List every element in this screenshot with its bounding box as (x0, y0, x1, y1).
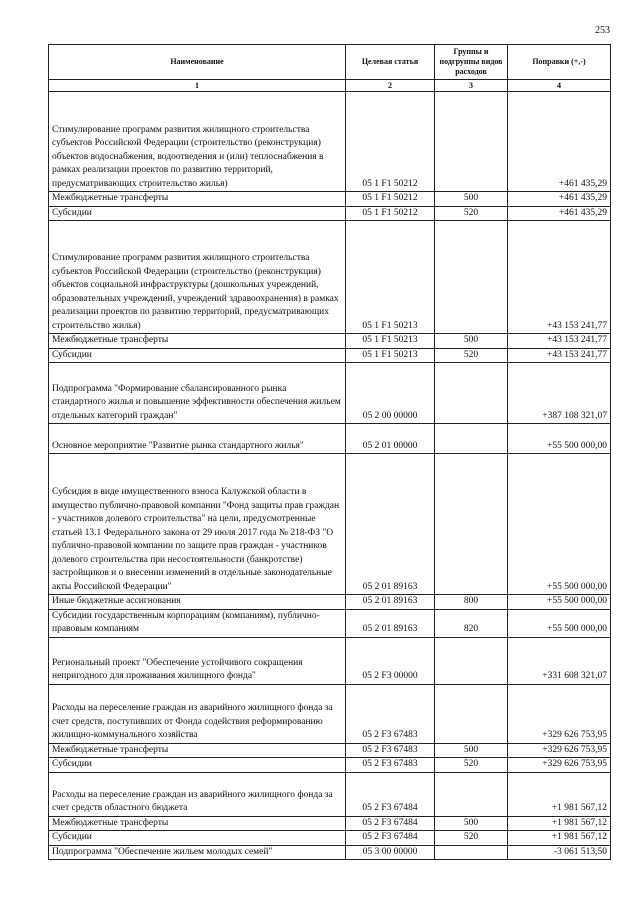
row-target-article: 05 2 01 89163 (346, 595, 435, 610)
row-amendment-amount: +43 153 241,77 (508, 334, 611, 349)
row-amendment-amount: +43 153 241,77 (508, 221, 611, 334)
row-amendment-amount: +331 608 321,07 (508, 637, 611, 684)
row-amendment-amount: +55 500 000,00 (508, 424, 611, 454)
table-row (49, 684, 611, 743)
row-target-article: 05 2 F3 67484 (346, 816, 435, 831)
table-row (49, 221, 611, 334)
row-expense-group (435, 92, 508, 192)
column-number: 4 (508, 80, 611, 92)
row-target-article: 05 2 01 89163 (346, 454, 435, 595)
table-row (49, 743, 611, 758)
table-row (49, 206, 611, 221)
row-expense-group: 500 (435, 743, 508, 758)
column-number: 2 (346, 80, 435, 92)
row-name: Субсидии (49, 831, 346, 846)
row-expense-group (435, 772, 508, 816)
table-body (49, 92, 611, 860)
row-expense-group (435, 684, 508, 743)
row-target-article: 05 2 01 00000 (346, 424, 435, 454)
row-expense-group: 820 (435, 609, 508, 637)
row-target-article: 05 2 F3 67483 (346, 743, 435, 758)
row-expense-group (435, 845, 508, 860)
page-number: 253 (595, 25, 610, 36)
table-row (49, 758, 611, 773)
table-row (49, 816, 611, 831)
row-name: Субсидии (49, 348, 346, 363)
row-target-article: 05 1 F1 50213 (346, 221, 435, 334)
row-name: Основное мероприятие "Развитие рынка стандартного жилья" (49, 424, 346, 454)
row-amendment-amount: +461 435,29 (508, 92, 611, 192)
row-target-article: 05 1 F1 50213 (346, 334, 435, 349)
row-amendment-amount: +387 108 321,07 (508, 363, 611, 424)
row-target-article: 05 2 F3 67483 (346, 684, 435, 743)
row-name: Стимулирование программ развития жилищного строительства субъектов Российской Федерации (строительство (реконструкция) объектов социальной инфраструктуры (дошкольных учреждений, образовательных учреждений, учреждений здравоохранения) в рамках реализации проектов по развитию территорий, предусматривающих строительство жилья) (49, 221, 346, 334)
header-name: Наименование (49, 45, 346, 80)
row-name: Расходы на переселение граждан из аварийного жилищного фонда за счет средств областного бюджета (49, 772, 346, 816)
table-row (49, 772, 611, 816)
row-name: Расходы на переселение граждан из аварийного жилищного фонда за счет средств, поступивших от Фонда содействия реформированию жилищно-коммунального хозяйства (49, 684, 346, 743)
row-amendment-amount: +55 500 000,00 (508, 595, 611, 610)
row-name: Межбюджетные трансферты (49, 743, 346, 758)
table-row (49, 348, 611, 363)
table-row (49, 334, 611, 349)
row-amendment-amount: +1 981 567,12 (508, 772, 611, 816)
budget-amendments-table (48, 44, 611, 860)
row-amendment-amount: +461 435,29 (508, 206, 611, 221)
table-row (49, 192, 611, 207)
table-header-row (49, 45, 611, 80)
row-target-article: 05 1 F1 50212 (346, 92, 435, 192)
table-row (49, 92, 611, 192)
column-number: 1 (49, 80, 346, 92)
row-target-article: 05 2 00 00000 (346, 363, 435, 424)
row-name: Межбюджетные трансферты (49, 816, 346, 831)
table-row (49, 845, 611, 860)
table-row (49, 595, 611, 610)
column-number-row (49, 80, 611, 92)
row-amendment-amount: -3 061 513,50 (508, 845, 611, 860)
row-target-article: 05 2 F3 67484 (346, 772, 435, 816)
row-expense-group (435, 424, 508, 454)
table-row (49, 424, 611, 454)
row-amendment-amount: +55 500 000,00 (508, 609, 611, 637)
row-name: Подпрограмма "Формирование сбалансированного рынка стандартного жилья и повышение эффективности обеспечения жильем отдельных категорий граждан" (49, 363, 346, 424)
row-target-article: 05 1 F1 50213 (346, 348, 435, 363)
row-name: Стимулирование программ развития жилищного строительства субъектов Российской Федерации (строительство (реконструкция) объектов водоснабжения, водоотведения и (или) теплоснабжения в рамках реализации проектов по развитию территорий, предусматривающих строительство жилья) (49, 92, 346, 192)
row-amendment-amount: +1 981 567,12 (508, 816, 611, 831)
header-target-article: Целевая статья (346, 45, 435, 80)
row-amendment-amount: +55 500 000,00 (508, 454, 611, 595)
row-expense-group: 800 (435, 595, 508, 610)
row-name: Иные бюджетные ассигнования (49, 595, 346, 610)
row-name: Субсидии (49, 206, 346, 221)
row-name: Подпрограмма "Обеспечение жильем молодых семей" (49, 845, 346, 860)
row-name: Межбюджетные трансферты (49, 192, 346, 207)
row-target-article: 05 2 F3 67483 (346, 758, 435, 773)
row-name: Субсидия в виде имущественного взноса Калужской области в имущество публично-правовой компании "Фонд защиты прав граждан - участников долевого строительства" на цели, предусмотренные статьей 13.1 Федерального закона от 29 июля 2017 года № 218-ФЗ "О публично-правовой компании по защите прав граждан - участников долевого строительства при несостоятельности (банкротстве) застройщиков и о внесении изменений в отдельные законодательные акты Российской Федерации" (49, 454, 346, 595)
table-row (49, 363, 611, 424)
row-expense-group (435, 637, 508, 684)
table-row (49, 831, 611, 846)
column-number: 3 (435, 80, 508, 92)
row-expense-group: 500 (435, 334, 508, 349)
row-name: Межбюджетные трансферты (49, 334, 346, 349)
row-expense-group: 520 (435, 206, 508, 221)
row-target-article: 05 1 F1 50212 (346, 206, 435, 221)
header-amendments: Поправки (+,-) (508, 45, 611, 80)
table-row (49, 454, 611, 595)
table-row (49, 609, 611, 637)
row-expense-group (435, 363, 508, 424)
row-amendment-amount: +461 435,29 (508, 192, 611, 207)
row-amendment-amount: +329 626 753,95 (508, 684, 611, 743)
row-amendment-amount: +43 153 241,77 (508, 348, 611, 363)
row-name: Субсидии (49, 758, 346, 773)
row-expense-group (435, 221, 508, 334)
table-row (49, 637, 611, 684)
row-target-article: 05 2 01 89163 (346, 609, 435, 637)
row-target-article: 05 1 F1 50212 (346, 192, 435, 207)
row-amendment-amount: +329 626 753,95 (508, 758, 611, 773)
row-expense-group: 520 (435, 831, 508, 846)
row-name: Региональный проект "Обеспечение устойчивого сокращения непригодного для проживания жилищного фонда" (49, 637, 346, 684)
row-expense-group: 500 (435, 192, 508, 207)
row-expense-group: 500 (435, 816, 508, 831)
row-expense-group: 520 (435, 758, 508, 773)
row-target-article: 05 2 F3 00000 (346, 637, 435, 684)
row-expense-group (435, 454, 508, 595)
row-name: Субсидии государственным корпорациям (компаниям), публично-правовым компаниям (49, 609, 346, 637)
row-amendment-amount: +329 626 753,95 (508, 743, 611, 758)
row-target-article: 05 2 F3 67484 (346, 831, 435, 846)
header-expense-groups: Группы и подгруппы видов расходов (435, 45, 508, 80)
row-expense-group: 520 (435, 348, 508, 363)
row-amendment-amount: +1 981 567,12 (508, 831, 611, 846)
row-target-article: 05 3 00 00000 (346, 845, 435, 860)
